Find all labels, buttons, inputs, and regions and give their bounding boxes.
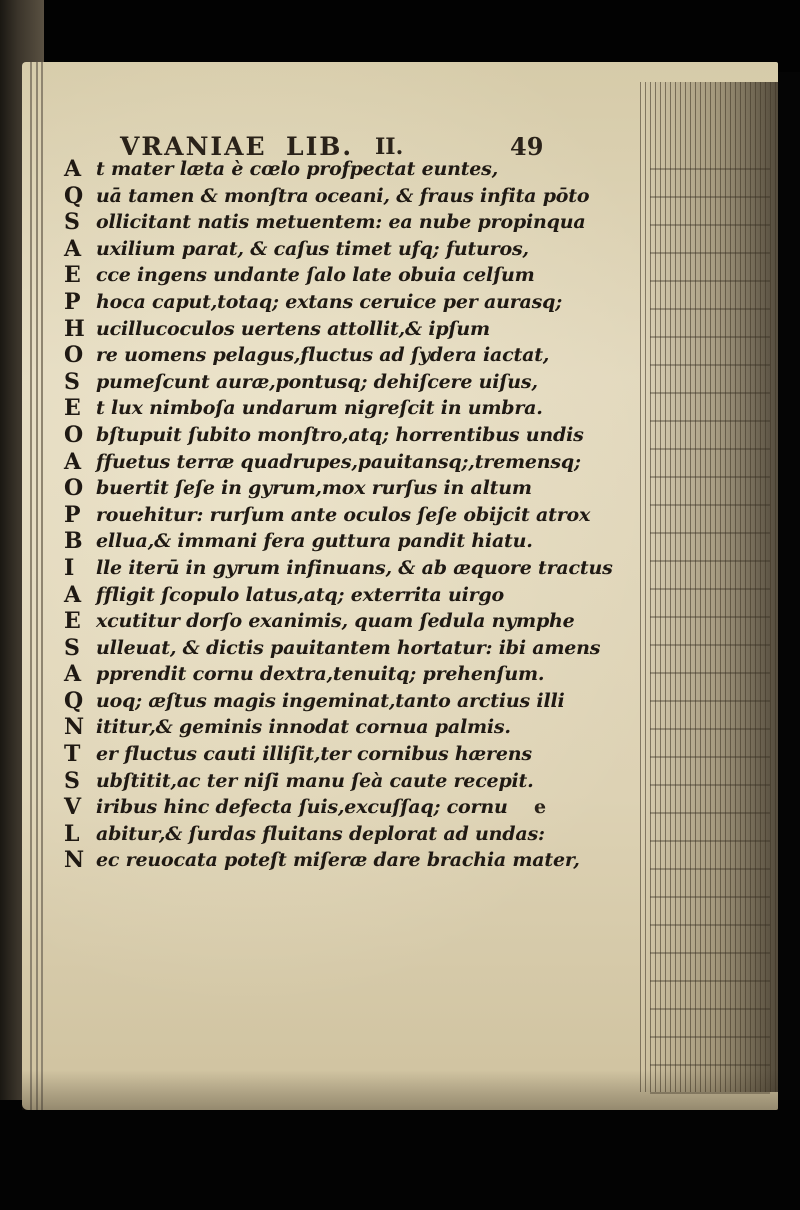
verse-line: [64, 821, 624, 848]
verse-line: [64, 422, 624, 449]
page-edge: [30, 62, 32, 1110]
page-paper: [22, 62, 778, 1110]
verse-text: ffuetus terræ quadrupes,pauitansq;,tremensq;: [96, 450, 581, 473]
acrostic-initial: A: [64, 661, 82, 688]
verse-line: [64, 608, 624, 635]
verse-text: abitur,& ſurdas fluitans deplorat ad undas:: [96, 822, 545, 845]
verse-line: [64, 236, 624, 263]
verse-text: uxilium parat, & caſus timet ufq; futuros,: [96, 237, 529, 260]
verse-text: iribus hinc defecta ſuis,excuſſaq; cornu: [96, 796, 508, 819]
verse-line: [64, 369, 624, 396]
verse-text: t lux nimboſa undarum nigreſcit in umbra.: [96, 397, 543, 420]
acrostic-initial: E: [64, 608, 81, 635]
acrostic-initial: I: [64, 554, 75, 581]
acrostic-initial: T: [64, 741, 81, 768]
acrostic-initial: H: [64, 315, 85, 342]
acrostic-initial: O: [64, 342, 84, 369]
acrostic-initial: N: [64, 714, 85, 741]
acrostic-initial: E: [64, 262, 81, 289]
verse-text: ffligit ſcopulo latus,atq; exterrita uirgo: [96, 583, 504, 606]
acrostic-initial: Q: [64, 182, 84, 209]
verse-text: rouehitur: rurſum ante oculos ſeſe obijcit atrox: [96, 503, 591, 526]
background-bottom: [0, 1100, 800, 1210]
verse-text: uā tamen & monſtra oceani, & fraus infita pōto: [96, 184, 590, 207]
verse-line: [64, 183, 624, 210]
verse-line: [64, 661, 624, 688]
verse-line: [64, 502, 624, 529]
acrostic-initial: S: [64, 368, 80, 395]
verse-text: lle iterū in gyrum infinuans, & ab æquore tractus: [96, 556, 613, 579]
acrostic-initial: A: [64, 581, 82, 608]
page-bottom-shadow: [22, 1070, 778, 1110]
verse-text: buertit ſeſe in gyrum,mox rurſus in altum: [96, 477, 532, 500]
acrostic-initial: O: [64, 475, 84, 502]
acrostic-initial: Q: [64, 687, 84, 714]
acrostic-initial: S: [64, 634, 80, 661]
verse-text: ititur,& geminis innodat cornua palmis.: [96, 716, 511, 739]
verse-line: [64, 555, 624, 582]
verse-line: [64, 847, 624, 874]
verse-text: xcutitur dorſo exanimis, quam ſedula nymphe: [96, 610, 575, 633]
page-edge: [41, 62, 43, 1110]
page-number: 49: [510, 132, 544, 161]
verse-line: [64, 714, 624, 741]
verse-line: [64, 688, 624, 715]
verse-text: bſtupuit ſubito monſtro,atq; horrentibus undis: [96, 423, 584, 446]
acrostic-initial: B: [64, 528, 83, 555]
acrostic-initial: A: [64, 235, 82, 262]
verse-line: [64, 209, 624, 236]
verse-text: ec reuocata poteſt miſeræ dare brachia mater,: [96, 849, 580, 872]
running-title: VRANIAE: [120, 132, 267, 161]
verse-text: re uomens pelagus,fluctus ad ſydera iactat,: [96, 344, 550, 367]
acrostic-initial: P: [64, 288, 81, 315]
acrostic-initial: N: [64, 847, 85, 874]
verse-line: [64, 156, 624, 183]
verse-block: [64, 156, 624, 874]
catchword: e: [534, 796, 547, 818]
verse-line: [64, 316, 624, 343]
verse-text: ellua,& immani fera guttura pandit hiatu.: [96, 530, 533, 553]
acrostic-initial: P: [64, 501, 81, 528]
page-edge: [36, 62, 38, 1110]
verse-line: [64, 289, 624, 316]
acrostic-initial: A: [64, 448, 82, 475]
verse-line: [64, 395, 624, 422]
verse-line: [64, 449, 624, 476]
verse-line: [64, 475, 624, 502]
verse-line: [64, 582, 624, 609]
verse-line: [64, 262, 624, 289]
fore-edge-texture: [650, 142, 770, 1102]
verse-text: hoca caput,totaq; extans ceruice per aurasq;: [96, 290, 563, 313]
book-label: LIB.: [286, 132, 354, 161]
acrostic-initial: E: [64, 395, 81, 422]
verse-line: [64, 768, 624, 795]
acrostic-initial: A: [64, 156, 82, 182]
verse-line: [64, 741, 624, 768]
acrostic-initial: S: [64, 767, 80, 794]
verse-text: ulleuat, & dictis pauitantem hortatur: ibi amens: [96, 636, 601, 659]
verse-text: pumeſcunt auræ,pontusq; dehiſcere uiſus,: [96, 370, 538, 393]
verse-text: er fluctus cauti illiſit,ter cornibus hærens: [96, 743, 532, 766]
verse-text: ucillucoculos uertens attollit,& ipſum: [96, 317, 490, 340]
acrostic-initial: V: [64, 794, 82, 821]
verse-text: ubſtitit,ac ter niſi manu ſeà caute recepit.: [96, 769, 534, 792]
verse-text: cce ingens undante ſalo late obuia celſum: [96, 264, 535, 287]
verse-text: t mater læta è cœlo profpectat euntes,: [96, 158, 499, 180]
verse-text: pprendit cornu dextra,tenuitq; prehenſum.: [96, 663, 545, 686]
verse-text: uoq; æſtus magis ingeminat,tanto arctius illi: [96, 689, 565, 712]
verse-line: [64, 528, 624, 555]
acrostic-initial: O: [64, 421, 84, 448]
verse-text: ollicitant natis metuentem: ea nube propinqua: [96, 211, 586, 234]
verse-line: [64, 342, 624, 369]
acrostic-initial: S: [64, 209, 80, 236]
verse-line: [64, 635, 624, 662]
book-number: II.: [375, 134, 404, 160]
acrostic-initial: L: [64, 820, 80, 847]
